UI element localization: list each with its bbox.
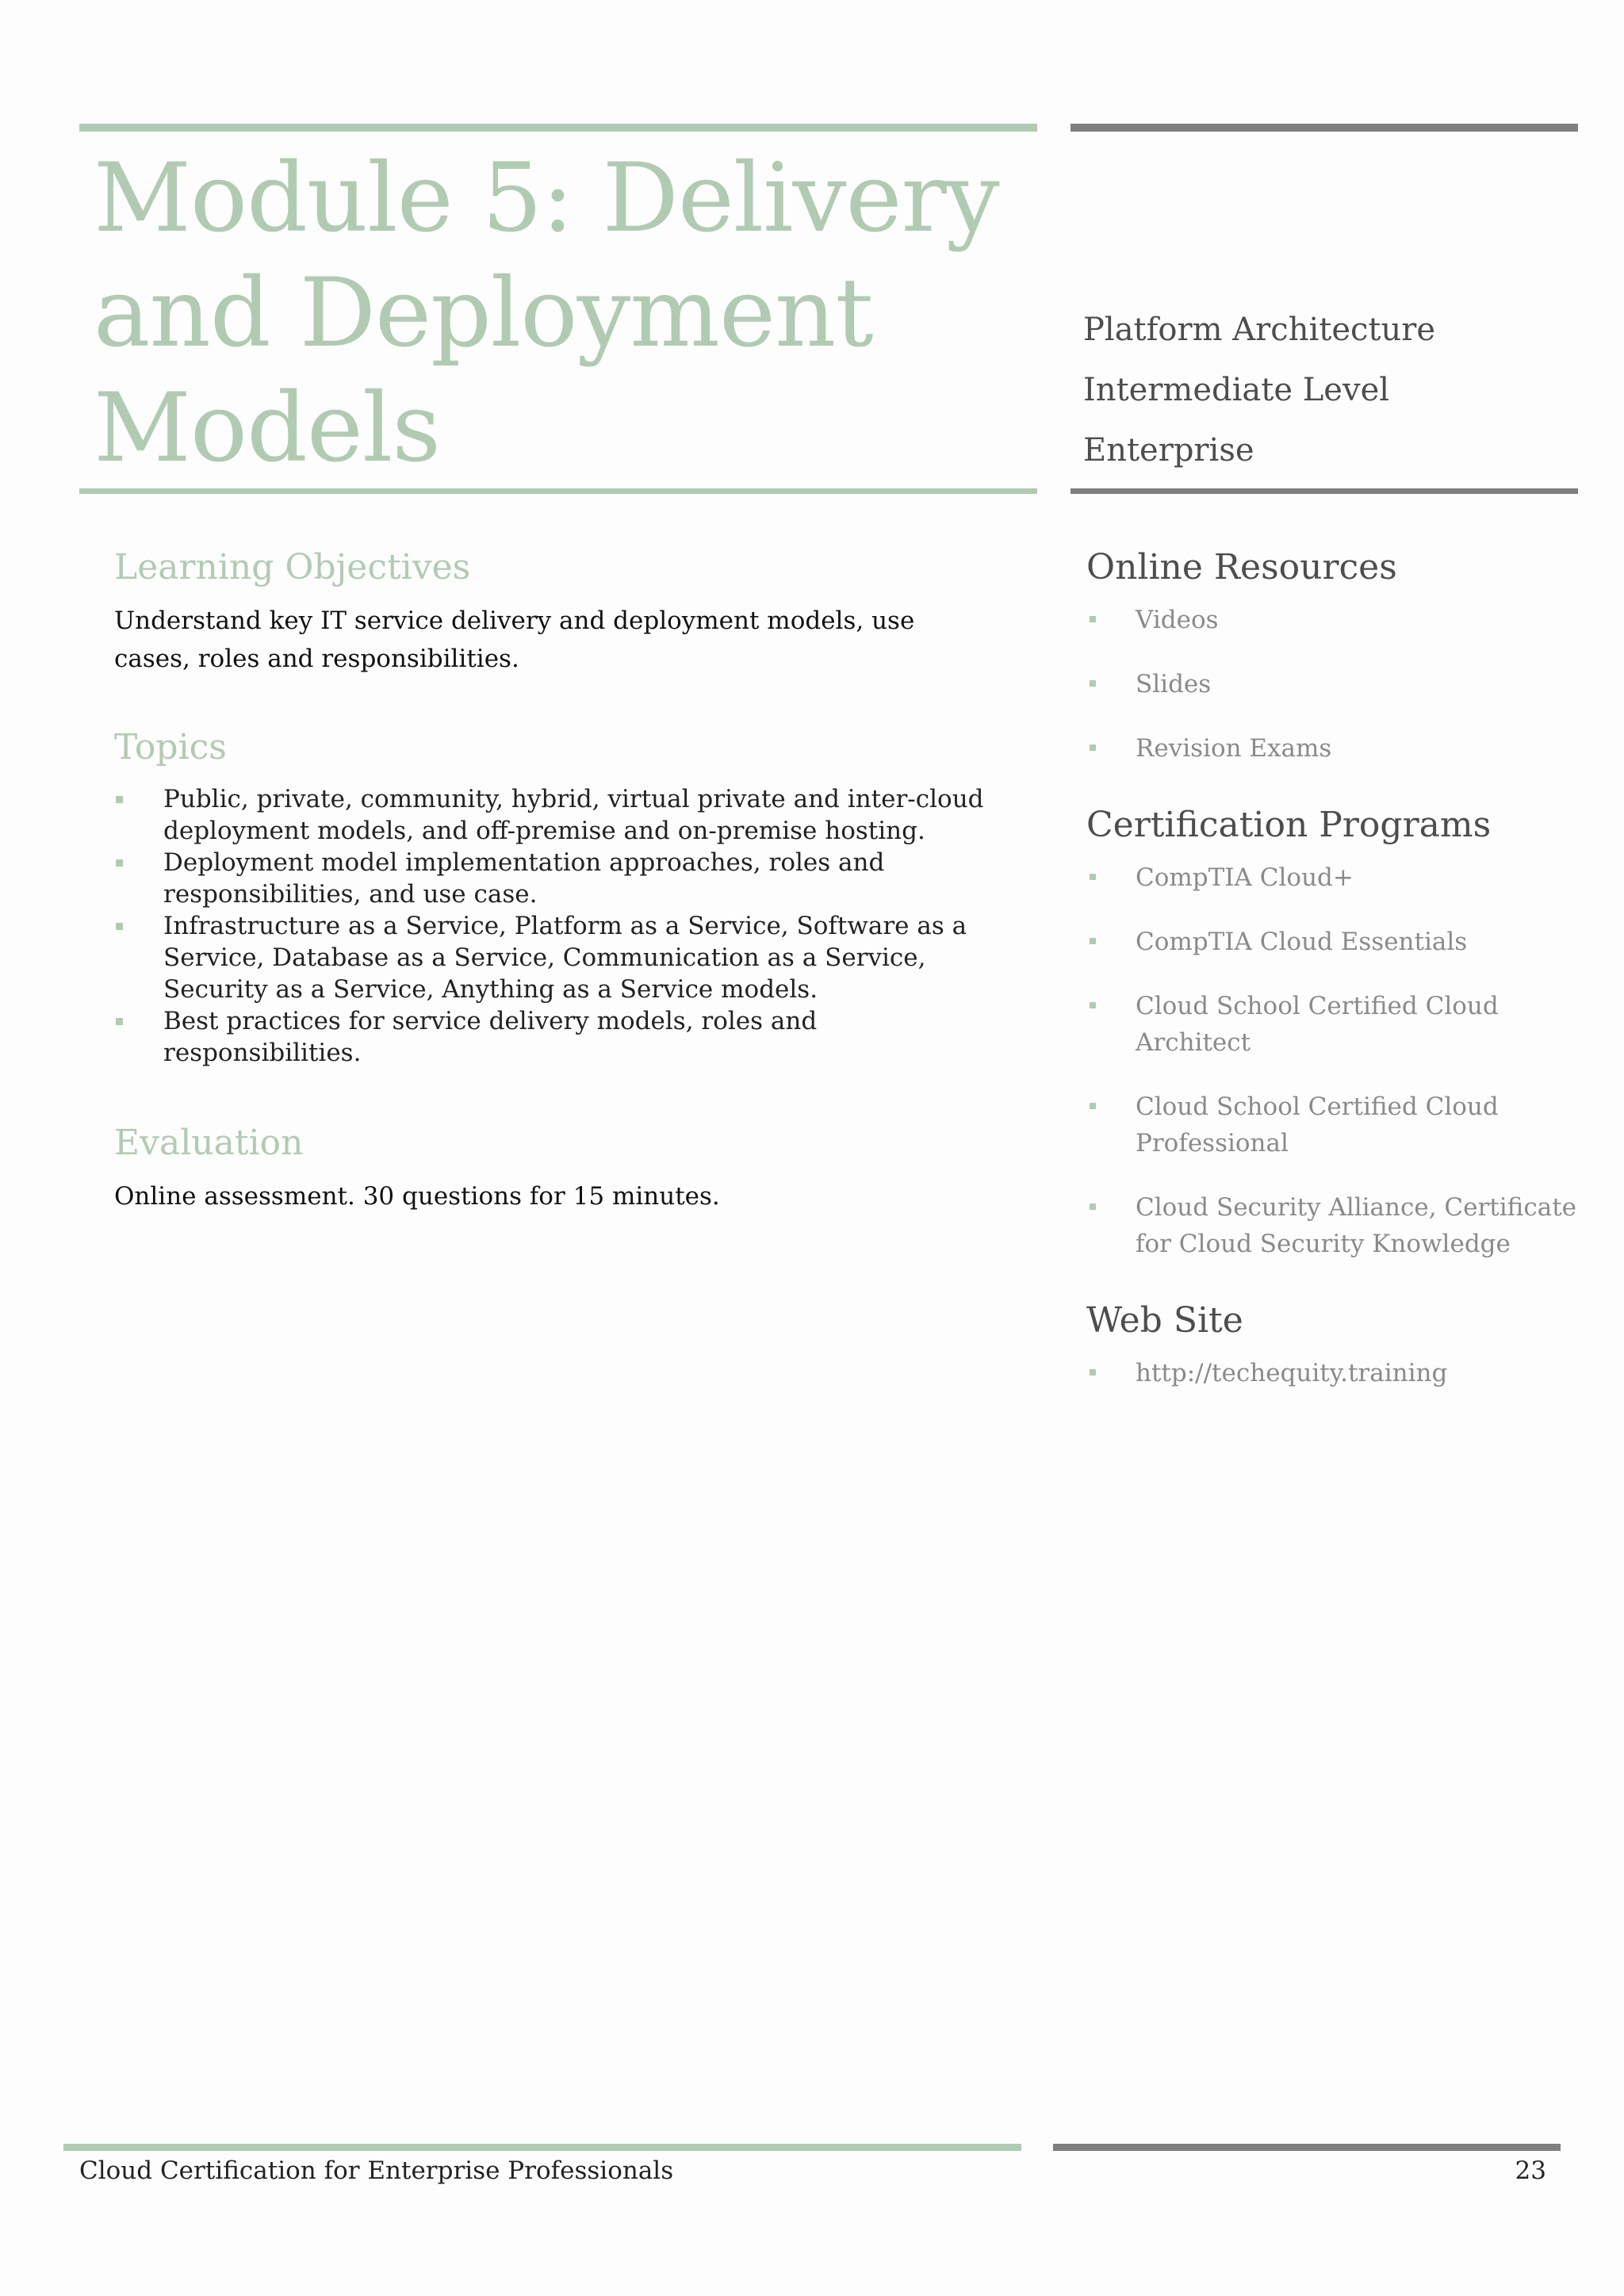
meta-audience: Enterprise: [1083, 432, 1254, 469]
bullet-icon: [1090, 1002, 1096, 1008]
footer-title: Cloud Certification for Enterprise Professionals: [79, 2156, 674, 2185]
list-item[interactable]: Cloud Security Alliance, Certificate for Cloud Security Knowledge: [1086, 1189, 1594, 1262]
bullet-icon: [1090, 744, 1096, 751]
main-column: [114, 547, 1018, 1215]
list-item: Public, private, community, hybrid, virtual private and inter-cloud deployment models, and off-premise and on-premise hosting.: [114, 783, 1010, 847]
list-item[interactable]: Slides: [1086, 666, 1594, 702]
evaluation-text: Online assessment. 30 questions for 15 minutes.: [114, 1182, 720, 1211]
web-site-heading: Web Site: [1086, 1300, 1243, 1341]
bullet-icon: [1090, 1369, 1096, 1376]
header-top-rule-left: [79, 124, 1037, 132]
bullet-icon: [116, 796, 123, 803]
module-title: Module 5: Delivery and Deployment Models: [94, 144, 999, 484]
header-bottom-rule-right: [1071, 488, 1578, 494]
list-item[interactable]: Revision Exams: [1086, 730, 1594, 767]
header-bottom-rule-left: [79, 488, 1037, 494]
bullet-icon: [1090, 616, 1096, 622]
bullet-icon: [1090, 1103, 1096, 1109]
list-item[interactable]: Cloud School Certified Cloud Architect: [1086, 988, 1594, 1061]
list-item[interactable]: CompTIA Cloud+: [1086, 859, 1594, 896]
list-item: Deployment model implementation approaches, roles and responsibilities, and use case.: [114, 847, 1010, 910]
online-resources-list: [1086, 602, 1594, 767]
footer-rule-left: [63, 2144, 1021, 2151]
meta-level: Intermediate Level: [1083, 372, 1390, 408]
list-item: Best practices for service delivery models, roles and responsibilities.: [114, 1005, 1010, 1069]
website-link[interactable]: http://techequity.training: [1086, 1355, 1594, 1391]
list-item: Infrastructure as a Service, Platform as a Service, Software as a Service, Database as a Service, Communication as a Service, Security as a Service, Anything as a Service models.: [114, 910, 1010, 1005]
bullet-icon: [116, 923, 123, 930]
certification-programs-heading: Certification Programs: [1086, 805, 1492, 845]
learning-objectives-text: Understand key IT service delivery and deployment models, use cases, roles and responsibilities.: [114, 607, 915, 673]
bullet-icon: [116, 859, 123, 867]
bullet-icon: [116, 1018, 123, 1025]
certification-programs-list: [1086, 859, 1594, 1262]
bullet-icon: [1090, 938, 1096, 944]
module-meta: [1083, 300, 1575, 480]
bullet-icon: [1090, 874, 1096, 880]
topics-heading: Topics: [114, 727, 227, 767]
evaluation-heading: Evaluation: [114, 1123, 304, 1163]
list-item[interactable]: Videos: [1086, 602, 1594, 638]
page-number: 23: [1515, 2156, 1546, 2185]
meta-track: Platform Architecture: [1083, 312, 1436, 348]
learning-objectives-heading: Learning Objectives: [114, 547, 471, 587]
online-resources-heading: Online Resources: [1086, 547, 1397, 587]
bullet-icon: [1090, 680, 1096, 687]
bullet-icon: [1090, 1203, 1096, 1210]
topics-list: [114, 783, 1010, 1069]
sidebar-column: [1086, 547, 1594, 1419]
list-item[interactable]: Cloud School Certified Cloud Professional: [1086, 1089, 1594, 1161]
footer-rule-right: [1053, 2144, 1561, 2151]
list-item[interactable]: CompTIA Cloud Essentials: [1086, 924, 1594, 960]
header-top-rule-right: [1071, 124, 1578, 132]
web-site-list: [1086, 1355, 1594, 1391]
